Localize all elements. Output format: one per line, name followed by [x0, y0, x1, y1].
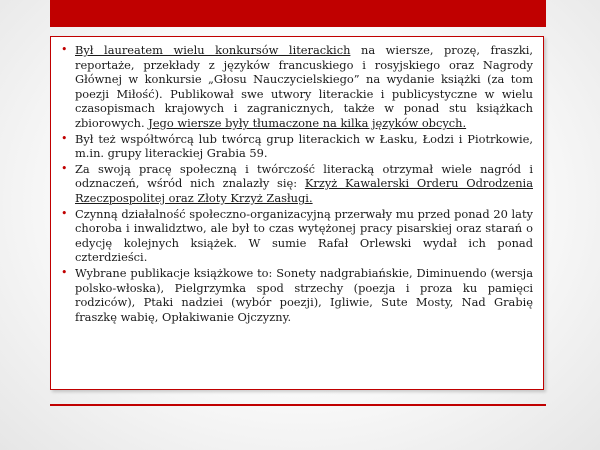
bullet-item-2 [61, 132, 533, 161]
footer-divider [50, 404, 546, 406]
header-bar [50, 0, 546, 27]
bullet-dot-icon: • [61, 131, 68, 145]
underlined-text: Był laureatem wielu konkursów literackich [75, 43, 351, 57]
content-panel [50, 36, 544, 390]
bullet-item-1 [61, 43, 533, 131]
underlined-text: Jego wiersze były tłumaczone na kilka języków obcych. [148, 115, 467, 130]
underlined-text: Krzyż Kawalerski Orderu Odrodzenia Rzeczpospolitej oraz Złoty Krzyż Zasługi. [75, 176, 533, 205]
bullet-dot-icon: • [61, 206, 68, 220]
text-segment: Czynną działalność społeczno-organizacyjną przerwały mu przed ponad 20 laty choroba i inwalidztwo, ale był to czas wytężonej pracy pisarskiej oraz starań o edycję kolejnych książek. W sumie Rafał Orlewski wydał ich ponad czterdzieści. [75, 206, 533, 265]
bullet-item-4 [61, 207, 533, 265]
bullet-dot-icon: • [61, 161, 68, 175]
text-segment: Wybrane publikacje książkowe to: Sonety nadgrabiańskie, Diminuendo (wersja polsko-włoska), Pielgrzymka spod strzechy (poezja i proza ku pamięci rodziców), Ptaki nadziei (wybór poezji), Igliwie, Sute Mosty, Nad Grabię fraszkę wabię, Opłakiwanie Ojczyzny. [75, 265, 533, 324]
bullet-item-3 [61, 162, 533, 206]
bullet-dot-icon: • [61, 265, 68, 279]
bullet-item-5 [61, 266, 533, 324]
bullet-dot-icon: • [61, 43, 68, 56]
text-segment: Za swoją pracę społeczną i twórczość literacką otrzymał wiele nagród i odznaczeń, wśród nich znalazły się: [75, 161, 533, 191]
bullet-list [61, 43, 533, 324]
text-segment: Był też współtwórcą lub twórcą grup literackich w Łasku, Łodzi i Piotrkowie, m.in. grupy literackiej Grabia 59. [75, 131, 533, 161]
text-segment: na wiersze, prozę, fraszki, reportaże, przekłady z języków francuskiego i rosyjskiego oraz Nagrody Głównej w konkursie „Głosu Nauczycielskiego” na wydanie książki (za tom poezji Miłość). Publikował swe utwory literackie i publicystyczne w wielu czasopismach krajowych i zagranicznych, także w ponad stu książkach zbiorowych. [75, 43, 533, 130]
